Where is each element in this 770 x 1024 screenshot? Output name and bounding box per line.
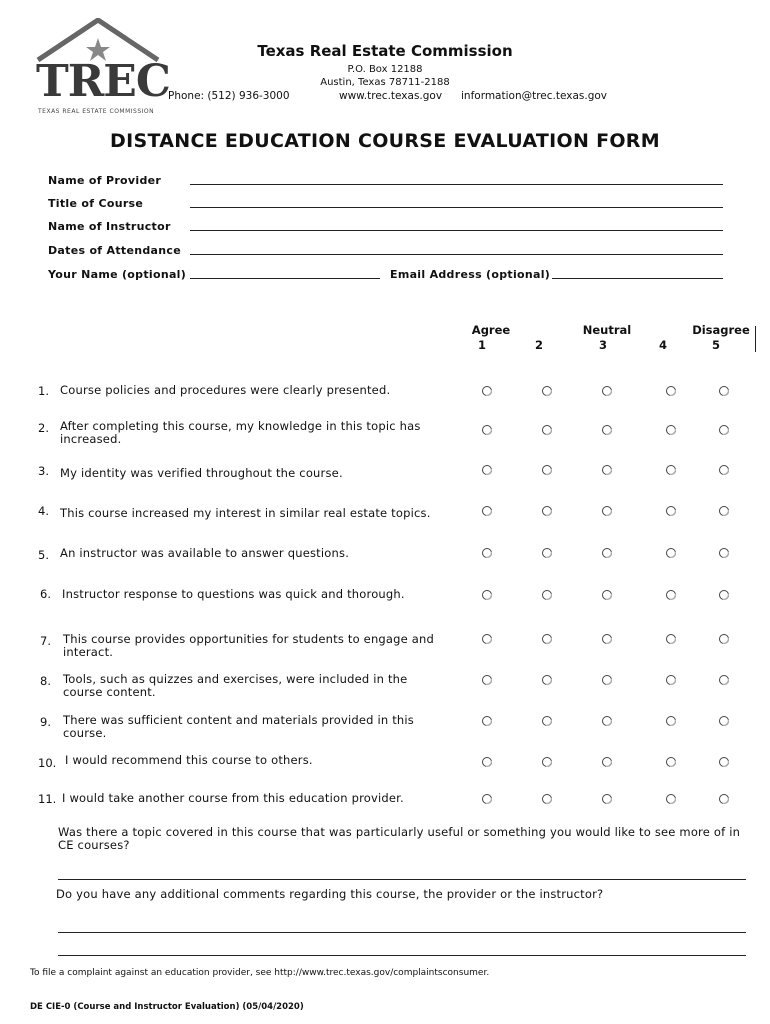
logo-subtext: TEXAS REAL ESTATE COMMISSION bbox=[38, 108, 155, 115]
your-name-field[interactable] bbox=[190, 278, 380, 279]
open-answer-2-line-2[interactable] bbox=[58, 955, 746, 956]
rating-radio-q10-1[interactable] bbox=[482, 757, 492, 767]
rating-radio-q2-2[interactable] bbox=[542, 425, 552, 435]
email-link[interactable]: information@trec.texas.gov bbox=[461, 90, 608, 102]
open-answer-2-line-1[interactable] bbox=[58, 932, 746, 933]
scale-1: 1 bbox=[477, 338, 486, 352]
dates-field[interactable] bbox=[190, 254, 723, 255]
question-text: Course policies and procedures were clearly presented. bbox=[60, 383, 391, 397]
rating-radio-q5-3[interactable] bbox=[602, 548, 612, 558]
scale-5: 5 bbox=[711, 338, 720, 352]
scale-divider bbox=[755, 326, 756, 352]
question-number: 2. bbox=[38, 421, 49, 435]
question-number: 3. bbox=[38, 464, 49, 478]
rating-radio-q8-2[interactable] bbox=[542, 675, 552, 685]
rating-radio-q9-4[interactable] bbox=[666, 716, 676, 726]
rating-radio-q2-5[interactable] bbox=[719, 425, 729, 435]
dates-label: Dates of Attendance bbox=[48, 244, 181, 257]
course-label: Title of Course bbox=[48, 197, 144, 210]
rating-radio-q1-5[interactable] bbox=[719, 386, 729, 396]
question-text: An instructor was available to answer questions. bbox=[60, 546, 350, 560]
rating-radio-q9-2[interactable] bbox=[542, 716, 552, 726]
scale-3: 3 bbox=[598, 338, 607, 352]
rating-radio-q3-4[interactable] bbox=[666, 465, 676, 475]
rating-radio-q3-3[interactable] bbox=[602, 465, 612, 475]
question-number: 10. bbox=[38, 756, 57, 770]
form-title: DISTANCE EDUCATION COURSE EVALUATION FORM bbox=[110, 130, 660, 152]
question-number: 9. bbox=[40, 715, 51, 729]
question-text: I would take another course from this education provider. bbox=[62, 791, 404, 805]
question-text: This course provides opportunities for students to engage and interact. bbox=[63, 632, 435, 659]
question-text: I would recommend this course to others. bbox=[65, 753, 313, 767]
rating-radio-q7-3[interactable] bbox=[602, 634, 612, 644]
rating-radio-q6-3[interactable] bbox=[602, 590, 612, 600]
rating-radio-q10-5[interactable] bbox=[719, 757, 729, 767]
complaint-note: To file a complaint against an education provider, see http://www.trec.texas.gov/complaintsconsumer. bbox=[30, 968, 490, 978]
rating-radio-q7-5[interactable] bbox=[719, 634, 729, 644]
org-name: Texas Real Estate Commission bbox=[257, 42, 513, 60]
rating-radio-q6-5[interactable] bbox=[719, 590, 729, 600]
rating-radio-q1-3[interactable] bbox=[602, 386, 612, 396]
rating-radio-q3-2[interactable] bbox=[542, 465, 552, 475]
address-line2: Austin, Texas 78711-2188 bbox=[320, 77, 450, 88]
question-text: My identity was verified throughout the course. bbox=[60, 466, 343, 480]
scale-disagree: Disagree bbox=[692, 323, 750, 337]
question-number: 4. bbox=[38, 504, 49, 518]
rating-radio-q9-1[interactable] bbox=[482, 716, 492, 726]
scale-agree: Agree bbox=[471, 323, 511, 337]
rating-radio-q7-1[interactable] bbox=[482, 634, 492, 644]
rating-radio-q5-2[interactable] bbox=[542, 548, 552, 558]
rating-radio-q9-3[interactable] bbox=[602, 716, 612, 726]
question-text: This course increased my interest in similar real estate topics. bbox=[60, 506, 431, 520]
open-question-2: Do you have any additional comments regarding this course, the provider or the instructor? bbox=[56, 887, 604, 901]
rating-radio-q4-1[interactable] bbox=[482, 506, 492, 516]
question-number: 11. bbox=[38, 792, 57, 806]
scale-4: 4 bbox=[658, 338, 667, 352]
rating-radio-q5-4[interactable] bbox=[666, 548, 676, 558]
rating-radio-q10-3[interactable] bbox=[602, 757, 612, 767]
rating-radio-q8-3[interactable] bbox=[602, 675, 612, 685]
rating-radio-q3-5[interactable] bbox=[719, 465, 729, 475]
rating-radio-q1-1[interactable] bbox=[482, 386, 492, 396]
website-link[interactable]: www.trec.texas.gov bbox=[339, 90, 443, 102]
phone: Phone: (512) 936-3000 bbox=[168, 90, 290, 102]
rating-radio-q4-5[interactable] bbox=[719, 506, 729, 516]
rating-radio-q1-2[interactable] bbox=[542, 386, 552, 396]
question-number: 6. bbox=[40, 587, 51, 601]
scale-neutral: Neutral bbox=[582, 323, 632, 337]
question-number: 5. bbox=[38, 548, 49, 562]
rating-radio-q2-3[interactable] bbox=[602, 425, 612, 435]
rating-radio-q1-4[interactable] bbox=[666, 386, 676, 396]
rating-radio-q5-1[interactable] bbox=[482, 548, 492, 558]
address-line1: P.O. Box 12188 bbox=[347, 64, 423, 75]
rating-radio-q4-4[interactable] bbox=[666, 506, 676, 516]
question-text: Tools, such as quizzes and exercises, were included in the course content. bbox=[63, 672, 408, 699]
rating-radio-q2-1[interactable] bbox=[482, 425, 492, 435]
question-number: 8. bbox=[40, 674, 51, 688]
rating-radio-q3-1[interactable] bbox=[482, 465, 492, 475]
question-text: After completing this course, my knowledge in this topic has increased. bbox=[60, 419, 421, 446]
email-label: Email Address (optional) bbox=[390, 268, 551, 281]
open-question-1: Was there a topic covered in this course that was particularly useful or something you would like to see more of in CE courses? bbox=[58, 825, 741, 852]
rating-radio-q11-4[interactable] bbox=[666, 794, 676, 804]
rating-radio-q6-2[interactable] bbox=[542, 590, 552, 600]
rating-radio-q8-5[interactable] bbox=[719, 675, 729, 685]
rating-radio-q9-5[interactable] bbox=[719, 716, 729, 726]
logo-text: TREC bbox=[36, 56, 170, 107]
rating-radio-q10-4[interactable] bbox=[666, 757, 676, 767]
rating-radio-q7-2[interactable] bbox=[542, 634, 552, 644]
rating-radio-q10-2[interactable] bbox=[542, 757, 552, 767]
instructor-field[interactable] bbox=[190, 230, 723, 231]
rating-radio-q11-2[interactable] bbox=[542, 794, 552, 804]
rating-radio-q2-4[interactable] bbox=[666, 425, 676, 435]
rating-radio-q5-5[interactable] bbox=[719, 548, 729, 558]
rating-radio-q7-4[interactable] bbox=[666, 634, 676, 644]
scale-2: 2 bbox=[534, 338, 543, 352]
rating-radio-q6-4[interactable] bbox=[666, 590, 676, 600]
rating-radio-q4-3[interactable] bbox=[602, 506, 612, 516]
instructor-label: Name of Instructor bbox=[48, 220, 171, 233]
rating-radio-q8-4[interactable] bbox=[666, 675, 676, 685]
your-name-label: Your Name (optional) bbox=[48, 268, 187, 281]
rating-radio-q8-1[interactable] bbox=[482, 675, 492, 685]
question-number: 7. bbox=[40, 634, 51, 648]
provider-field[interactable] bbox=[190, 184, 723, 185]
rating-radio-q11-5[interactable] bbox=[719, 794, 729, 804]
question-text: There was sufficient content and materials provided in this course. bbox=[63, 713, 414, 740]
form-id: DE CIE-0 (Course and Instructor Evaluation) (05/04/2020) bbox=[30, 1002, 304, 1012]
rating-radio-q11-3[interactable] bbox=[602, 794, 612, 804]
open-answer-1[interactable] bbox=[58, 879, 746, 880]
rating-radio-q6-1[interactable] bbox=[482, 590, 492, 600]
rating-radio-q4-2[interactable] bbox=[542, 506, 552, 516]
email-field[interactable] bbox=[552, 278, 723, 279]
question-number: 1. bbox=[38, 384, 49, 398]
question-text: Instructor response to questions was quick and thorough. bbox=[62, 587, 405, 601]
provider-label: Name of Provider bbox=[48, 174, 162, 187]
course-field[interactable] bbox=[190, 207, 723, 208]
rating-radio-q11-1[interactable] bbox=[482, 794, 492, 804]
